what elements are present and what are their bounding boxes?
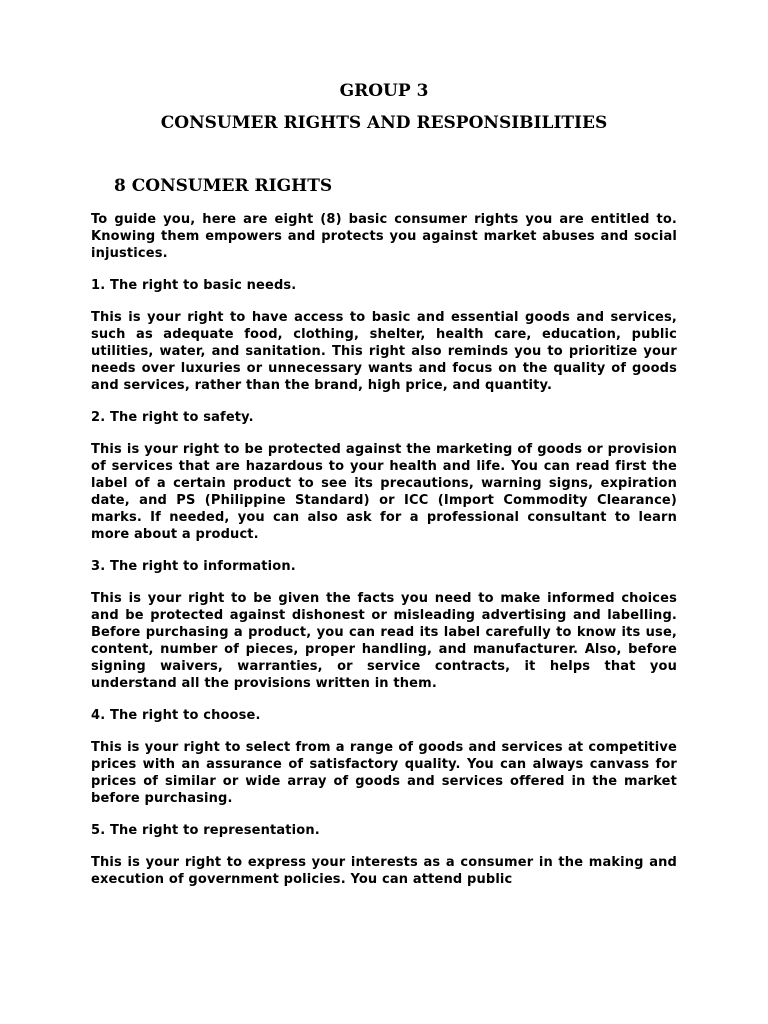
- right-4-title: 4. The right to choose.: [91, 708, 261, 723]
- right-1-title: 1. The right to basic needs.: [91, 278, 297, 293]
- right-3-body: This is your right to be given the facts you need to make informed choices and be protected against dishonest or misleading advertising and labelling. Before purchasing a product, you can read its label carefully to know its use, content, number of pieces, proper handling, and manufacturer. Also, before signing waivers, warranties, or service contracts, it helps that you understand all the provisions written in them.: [91, 591, 677, 691]
- right-2-body: This is your right to be protected against the marketing of goods or provision of services that are hazardous to your health and life. You can read first the label of a certain product to see its precautions, warning signs, expiration date, and PS (Philippine Standard) or ICC (Import Commodity Clearance) marks. If needed, you can also ask for a professional consultant to learn more about a product.: [91, 442, 677, 542]
- group-title: GROUP 3: [339, 81, 429, 101]
- intro-paragraph: To guide you, here are eight (8) basic consumer rights you are entitled to. Knowing them empowers and protects you against market abuses and social injustices.: [91, 212, 677, 261]
- right-3-title: 3. The right to information.: [91, 559, 296, 574]
- right-5-title: 5. The right to representation.: [91, 823, 320, 838]
- right-1-body: This is your right to have access to basic and essential goods and services, such as adequate food, clothing, shelter, health care, education, public utilities, water, and sanitation. This right also reminds you to prioritize your needs over luxuries or unnecessary wants and focus on the quality of goods and services, rather than the brand, high price, and quantity.: [91, 310, 677, 393]
- document-body: [91, 211, 677, 903]
- right-2-title: 2. The right to safety.: [91, 410, 254, 425]
- right-5-body: This is your right to express your interests as a consumer in the making and execution of government policies. You can attend public: [91, 855, 677, 887]
- document-title: CONSUMER RIGHTS AND RESPONSIBILITIES: [160, 113, 608, 133]
- section-heading: 8 CONSUMER RIGHTS: [114, 176, 333, 196]
- right-4-body: This is your right to select from a range of goods and services at competitive prices with an assurance of satisfactory quality. You can always canvass for prices of similar or wide array of goods and services offered in the market before purchasing.: [91, 740, 677, 806]
